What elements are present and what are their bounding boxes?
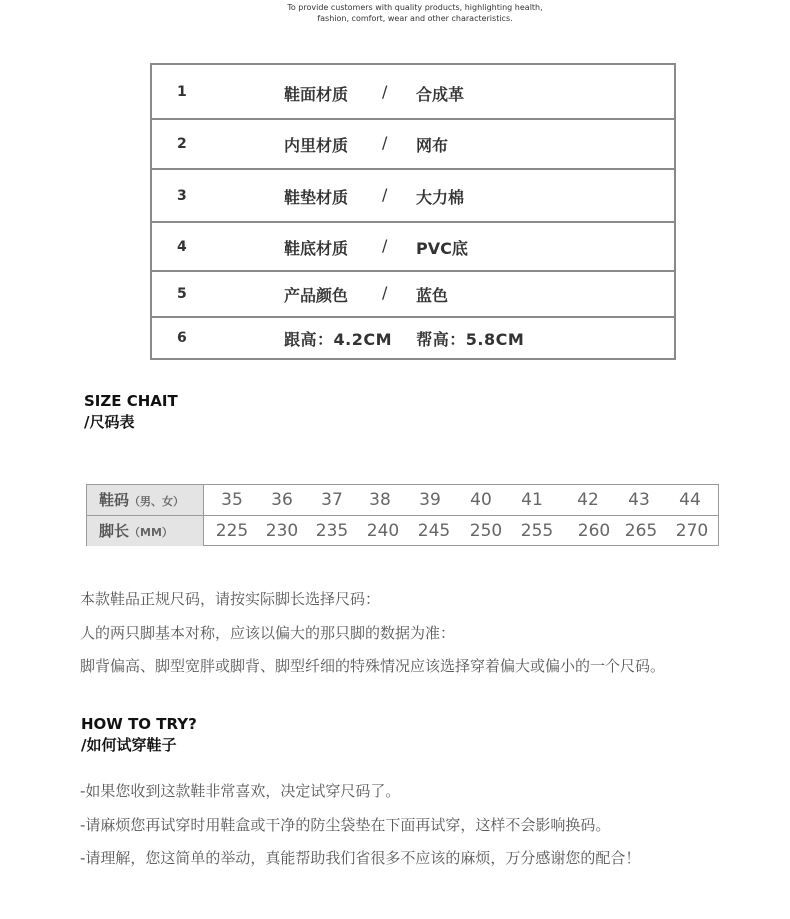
length-cell: 260	[577, 521, 611, 541]
size-cell: 35	[221, 490, 243, 510]
spec-row	[152, 272, 674, 318]
size-cell: 43	[628, 490, 650, 510]
size-row-sublabel: （MM）	[129, 526, 173, 539]
size-chart-heading	[84, 391, 178, 433]
spec-row-value: 蓝色	[416, 286, 449, 305]
length-cell: 225	[215, 521, 249, 541]
size-cell: 40	[470, 490, 492, 510]
spec-row-separator: /	[382, 236, 388, 255]
size-row-label: 鞋码	[99, 491, 130, 509]
spec-row-value: 大力棉	[416, 188, 465, 207]
length-cell: 235	[315, 521, 349, 541]
size-row-shoe-size	[87, 485, 718, 516]
how-to-try-title-en: HOW TO TRY?	[81, 715, 197, 733]
length-cell: 265	[624, 521, 658, 541]
spec-row	[152, 170, 674, 223]
try-note: -请麻烦您再试穿时用鞋盒或干净的防尘袋垫在下面再试穿，这样不会影响换码。	[80, 816, 611, 834]
spec-row-separator: /	[382, 185, 388, 204]
spec-row-number: 2	[177, 136, 187, 152]
spec-row-number: 4	[177, 239, 187, 255]
size-table	[86, 484, 719, 546]
spec-row-number: 1	[177, 84, 187, 100]
spec-row	[152, 223, 674, 272]
length-cell: 230	[265, 521, 299, 541]
size-row-label: 脚长	[99, 522, 130, 540]
size-chart-title-cn: /尺码表	[84, 413, 135, 431]
try-note: -请理解，您这简单的举动，真能帮助我们省很多不应该的麻烦，万分感谢您的配合！	[80, 849, 641, 867]
length-cell: 240	[366, 521, 400, 541]
spec-table	[150, 63, 676, 360]
spec-row-separator: /	[382, 133, 388, 152]
size-cell: 44	[679, 490, 701, 510]
size-note: 人的两只脚基本对称，应该以偏大的那只脚的数据为准：	[80, 624, 456, 642]
length-cell: 250	[469, 521, 503, 541]
intro-line-2: fashion, comfort, wear and other characteristics.	[317, 14, 513, 23]
spec-row-separator: /	[382, 82, 388, 101]
how-to-try-title-cn: /如何试穿鞋子	[81, 736, 177, 754]
size-cell: 39	[419, 490, 441, 510]
size-cell: 36	[271, 490, 293, 510]
size-row-sublabel: （男、女）	[129, 495, 185, 508]
spec-row-value: PVC底	[416, 239, 468, 258]
spec-row	[152, 120, 674, 170]
spec-row-label: 鞋面材质	[284, 85, 349, 104]
spec-row-label: 鞋底材质	[284, 239, 349, 258]
length-cell: 255	[520, 521, 554, 541]
intro-line-1: To provide customers with quality products, highlighting health,	[287, 3, 543, 12]
spec-row-separator: /	[382, 283, 388, 302]
spec-row-label: 内里材质	[284, 136, 349, 155]
spec-row-label: 鞋垫材质	[284, 188, 349, 207]
spec-row-number: 6	[177, 330, 187, 346]
intro-tagline	[0, 2, 790, 24]
length-cell: 245	[417, 521, 451, 541]
size-chart-title-en: SIZE CHAIT	[84, 392, 178, 410]
size-cell: 38	[369, 490, 391, 510]
spec-row	[152, 318, 674, 358]
try-note: -如果您收到这款鞋非常喜欢，决定试穿尺码了。	[80, 782, 401, 800]
spec-row-label: 产品颜色	[284, 286, 349, 305]
spec-row-value: 网布	[416, 136, 449, 155]
how-to-try-heading	[81, 714, 197, 756]
spec-row-value: 合成革	[416, 85, 465, 104]
spec-row	[152, 65, 674, 120]
size-note: 本款鞋品正规尺码，请按实际脚长选择尺码：	[80, 590, 381, 608]
size-cell: 37	[321, 490, 343, 510]
size-note: 脚背偏高、脚型宽胖或脚背、脚型纤细的特殊情况应该选择穿着偏大或偏小的一个尺码。	[80, 657, 666, 675]
size-row-header	[87, 485, 204, 515]
size-cell: 42	[577, 490, 599, 510]
size-row-header	[87, 516, 204, 546]
length-cell: 270	[675, 521, 709, 541]
spec-row-heights: 跟高：4.2CM 帮高：5.8CM	[284, 330, 525, 349]
spec-row-number: 3	[177, 188, 187, 204]
size-row-foot-length	[87, 516, 718, 546]
size-cell: 41	[521, 490, 543, 510]
spec-row-number: 5	[177, 286, 187, 302]
